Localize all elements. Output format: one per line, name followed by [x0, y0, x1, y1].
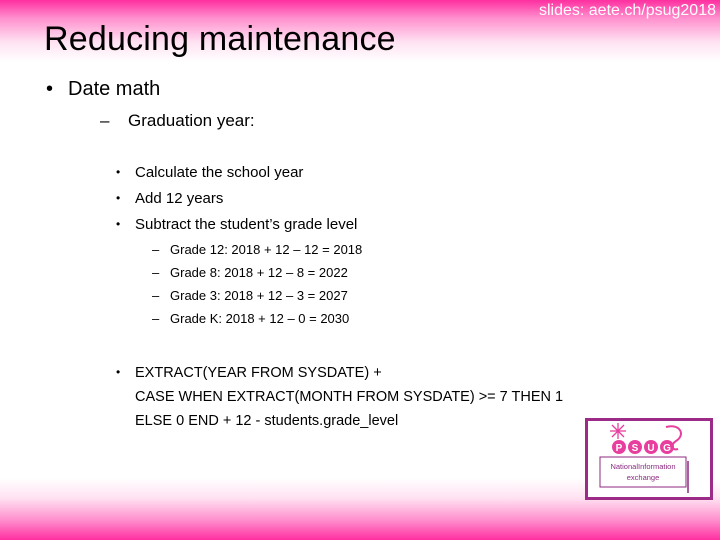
step-text: Calculate the school year [135, 164, 304, 181]
extract-formula [116, 360, 563, 433]
bullet-dash: – [152, 242, 160, 257]
logo-line-1: NationalInformation [610, 462, 676, 471]
extract-line-1: EXTRACT(YEAR FROM SYSDATE) + [135, 365, 382, 381]
example-item [152, 265, 348, 280]
bullet-dash: – [100, 111, 110, 130]
bullet-text: Graduation year: [128, 111, 255, 130]
example-item [152, 288, 348, 303]
slide-title: Reducing maintenance [44, 20, 396, 58]
psug-logo-art [588, 421, 710, 497]
bullet-dash: – [152, 311, 160, 326]
example-text: Grade 3: 2018 + 12 – 3 = 2027 [170, 288, 348, 303]
step-item [116, 190, 223, 207]
logo-letter: S [631, 443, 639, 454]
example-text: Grade 12: 2018 + 12 – 12 = 2018 [170, 242, 363, 257]
example-item [152, 242, 362, 257]
bullet-dot: • [46, 78, 54, 100]
step-text: Subtract the student’s grade level [135, 216, 358, 233]
bullet-dash: – [152, 288, 160, 303]
logo-letter: P [615, 443, 623, 454]
logo-line-2: exchange [626, 473, 660, 482]
step-item [116, 164, 303, 181]
example-text: Grade K: 2018 + 12 – 0 = 2030 [170, 311, 350, 326]
bullet-dot: • [116, 165, 121, 179]
example-text: Grade 8: 2018 + 12 – 8 = 2022 [170, 265, 348, 280]
logo-letter: G [663, 443, 671, 454]
sparkle-icon [610, 423, 626, 439]
extract-line-2: CASE WHEN EXTRACT(MONTH FROM SYSDATE) >= 7 THEN 1 [135, 389, 564, 405]
bullet-date-math [46, 78, 160, 101]
step-item [116, 216, 357, 233]
bullet-text: Date math [68, 78, 161, 100]
example-item [152, 311, 349, 326]
psug-logo [585, 418, 713, 500]
step-text: Add 12 years [135, 190, 224, 207]
bullet-dot: • [116, 191, 121, 205]
bullet-graduation-year [100, 111, 255, 131]
logo-letter: U [647, 443, 655, 454]
slides-url: slides: aete.ch/psug2018 [538, 2, 716, 19]
extract-line-3: ELSE 0 END + 12 - students.grade_level [135, 413, 399, 429]
bullet-dash: – [152, 265, 160, 280]
bullet-dot: • [116, 217, 121, 231]
bullet-dot: • [116, 365, 121, 379]
